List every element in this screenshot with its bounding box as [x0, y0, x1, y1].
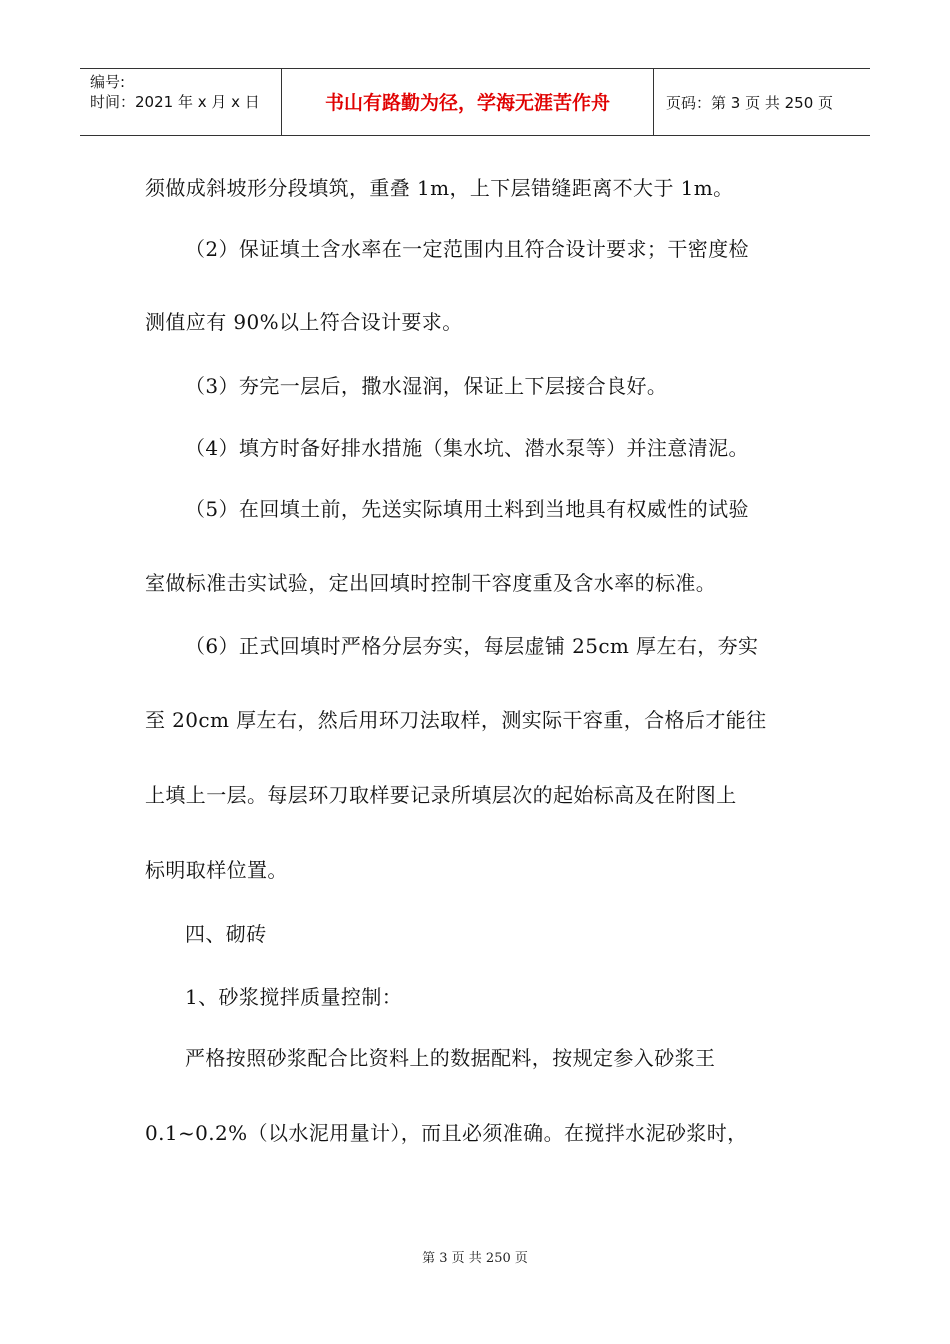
paragraph-line: 标明取样位置。: [145, 858, 288, 882]
paragraph-line: 至 20cm 厚左右，然后用环刀法取样，测实际干容重，合格后才能往: [145, 708, 767, 732]
header-meta: [80, 69, 282, 135]
paragraph-line: 测值应有 90%以上符合设计要求。: [145, 310, 463, 334]
page-footer: 第 3 页 共 250 页: [422, 1251, 528, 1266]
page-header: [80, 68, 870, 136]
paragraph-line: （3）夯完一层后，撒水湿润，保证上下层接合良好。: [185, 374, 668, 398]
paragraph-line: 室做标准击实试验，定出回填时控制干容度重及含水率的标准。: [145, 571, 717, 595]
paragraph-line: 0.1~0.2%（以水泥用量计），而且必须准确。在搅拌水泥砂浆时，: [145, 1121, 748, 1145]
section-heading: 四、砌砖: [185, 922, 267, 946]
paragraph-line: （2）保证填土含水率在一定范围内且符合设计要求；干密度检: [185, 237, 749, 261]
paragraph-line: （5）在回填土前，先送实际填用土料到当地具有权威性的试验: [185, 497, 749, 521]
header-motto: 书山有路勤为径，学海无涯苦作舟: [282, 69, 654, 135]
paragraph-line: （4）填方时备好排水措施（集水坑、潜水泵等）并注意清泥。: [185, 436, 749, 460]
paragraph-line: 上填上一层。每层环刀取样要记录所填层次的起始标高及在附图上: [145, 783, 737, 807]
paragraph-line: 须做成斜坡形分段填筑，重叠 1m，上下层错缝距离不大于 1m。: [145, 176, 734, 200]
header-page-info: 页码：第 3 页 共 250 页: [666, 94, 834, 112]
subsection-heading: 1、砂浆搅拌质量控制：: [185, 985, 403, 1009]
paragraph-line: （6）正式回填时严格分层夯实，每层虚铺 25cm 厚左右，夯实: [185, 634, 759, 658]
number-label: 编号:: [90, 73, 126, 91]
time-label: 时间：2021 年 x 月 x 日: [90, 93, 260, 111]
paragraph-line: 严格按照砂浆配合比资料上的数据配料，按规定参入砂浆王: [185, 1046, 716, 1070]
